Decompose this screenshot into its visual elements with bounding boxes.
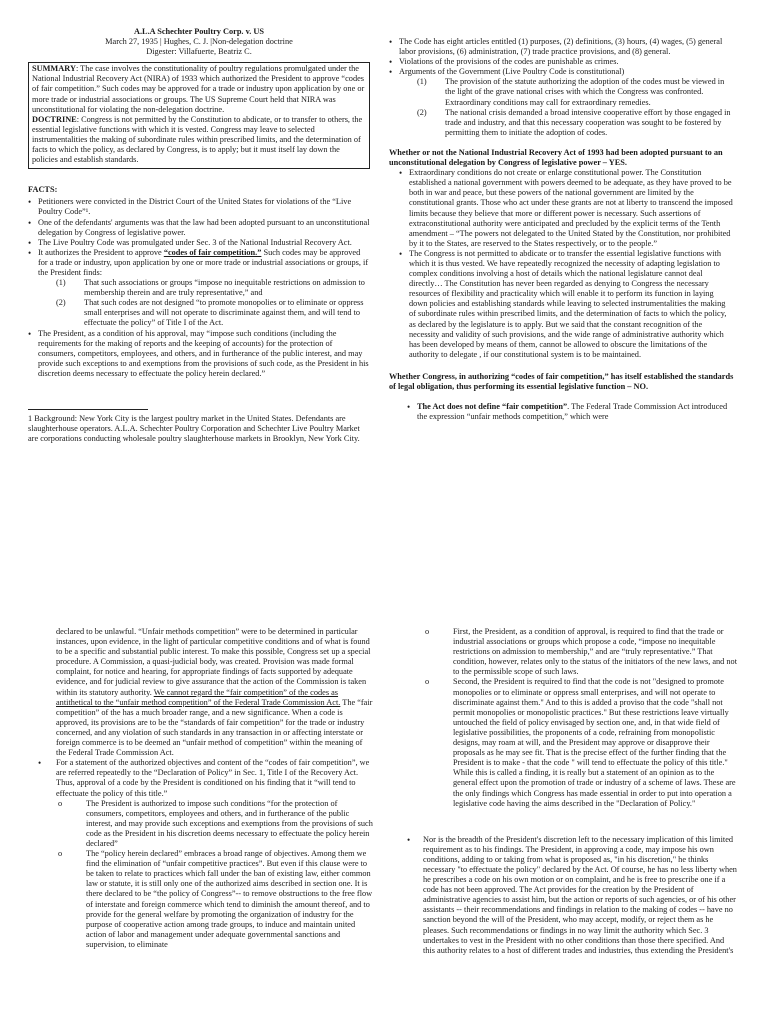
list-item: • The Congress is not permitted to abdicate or to transfer the essential legislative functions with which it is thus vested. We have repeatedly recognized the necessity of adapting legislation to complex conditions involving a host of details which the national legislature cannot deal directly… The Constitution has never been regarded as denying to Congress the necessary resources of flexibility and practicality which will enable it to perform its function in laying down policies and establishing standards while leaving to selected instrumentalities the making of subordinate rules within prescribed limits, and the determination of facts to which the policy, as declared by the legislature is to apply. But we said that the constant recognition of the necessity and validity of such provisions, and the wide range of administrative authority which has been developed by means of them, cannot be allowed to obscure the limitations of the authority to delegate , if our constitutional system is to be maintained. bbox=[399, 249, 734, 360]
policy-list bbox=[28, 758, 373, 950]
footnote-mark: 1 bbox=[28, 414, 33, 423]
discretion-list bbox=[407, 835, 737, 956]
list-item: • Nor is the breadth of the President's discretion left to the necessary implication of this limited requirement as to his findings. The President, in approving a code, may impose his own conditions, adding to or taking from what is proposed as, "in his discretion," he thinks necessary "to effectuate the policy" declared by the Act. Of course, he has no less liberty when he prescribes a code on his own motion or on complaint, and he is free to prescribe one if a code has not been approved. The Act provides for the creation by the President of administrative agencies to assist him, but the action or reports of such agencies, or of his other assistants -- their recommendations and findings in relation to the making of codes -- have no sanction beyond the will of the President, who may accept, modify, or reject them as he pleases. Such recommendations or findings in no way limit the authority which Sec. 3 undertakes to vest in the President with no other conditions than those there specified. And this authority relates to a host of different trades and industries, thus extending the President's bbox=[407, 835, 737, 956]
case-title: A.L.A Schechter Poultry Corp. v. US bbox=[133, 27, 265, 36]
facts-list bbox=[28, 197, 370, 379]
list-item: (1) The provision of the statute authorizing the adoption of the codes must be viewed in the light of the grave national crises with which the Congress was confronted. Extraordinary conditions may call for extraordinary remedies. bbox=[417, 77, 734, 107]
list-item: • The Live Poultry Code was promulgated under Sec. 3 of the National Industrial Recovery Act. bbox=[28, 238, 370, 248]
doctrine-text: : Congress is not permitted by the Constitution to abdicate, or to transfer to others, the essential legislative functions with which it is vested. Congress may leave to selected instrumentalities the making of subordinate rules within prescribed limits, and the determination of facts to which the policy, as declared by Congress, is to apply; but it must itself lay down the policies and establish standards. bbox=[32, 114, 363, 165]
list-item: o Second, the President is required to find that the code is not "designed to promote monopolies or to eliminate or oppress small enterprises, and will not operate to discriminate against them." And to this is added a proviso that the code "shall not permit monopolies or monopolistic practices." But these restrictions leave virtually untouched the field of policy envisaged by section one, and, in that wide field of legislative possibilities, the proponents of a code, refraining from monopolistic designs, may roam at will, and the President may approve or disapprove their proposals as he may see fit. That is the precise effect of the further finding that the President is to make - that the code " will tend to effectuate the policy of this title." While this is called a finding, it is really but a statement of an opinion as to the general effect upon the promotion of trade or industry of a scheme of laws. These are the only findings which Congress has made essential in order to put into operation a legislative code having the aims described in the "Declaration of Policy." bbox=[425, 677, 737, 808]
facts-heading: FACTS: bbox=[28, 185, 58, 195]
policy-sublist bbox=[56, 799, 373, 950]
list-item: • The President, as a condition of his approval, may “impose such conditions (including the requirements for the making of reports and the keeping of accounts) for the protection of consumers, competitors, employees, and others, and in furtherance of the public interest, and may provide such exceptions to and exemptions from the provisions of such code, as the President in his discretion deems necessary to effectuate the policy herein declared.” bbox=[28, 329, 370, 379]
footnote-divider bbox=[28, 409, 148, 410]
case-meta: March 27, 1935 | Hughes, C. J. |Non-delegation doctrine bbox=[105, 37, 293, 47]
issue-1-heading: Whether or not the National Industrial Recovery Act of 1993 had been adopted pursuant to an unconstitutional delegation by Congress of legislative power – YES. bbox=[389, 147, 723, 168]
issue-1-list bbox=[389, 168, 734, 360]
summary-box bbox=[28, 62, 370, 169]
summary-text: : The case involves the constitutionality of poultry regulations promulgated under the National Industrial Recovery Act (NIRA) of 1933 which authorized the President to approve “codes of fair competition.” Such codes may be approved for a trade or industry upon application by one or more trade or industrial associations or groups. The US Supreme Court held that NIRA was unconstitutional for violating the non-delegation doctrine. bbox=[32, 64, 365, 114]
list-item: o The President is authorized to impose such conditions “for the protection of consumers, competitors, employees and others, and in furtherance of the public interest, and may provide such exceptions and exemptions from the provisions of such code as the President in his discretion deems necessary to effectuate the policy herein declared” bbox=[58, 799, 373, 849]
list-item: (2) That such codes are not designed “to promote monopolies or to eliminate or oppress small enterprises and will not operate to discriminate against them, and will tend to effectuate the policy” of Title I of the Act. bbox=[56, 298, 370, 328]
issue-2-heading: Whether Congress, in authorizing “codes of fair competition,” has itself established the standards of legal obligation, thus performing its essential legislative function – NO. bbox=[389, 371, 734, 391]
list-item: • The Act does not define “fair competition”. The Federal Trade Commission Act introduced the expression “unfair methods competition,” which were bbox=[407, 402, 734, 422]
list-item: (2) The national crisis demanded a broad intensive cooperative effort by those engaged in trade and industry, and that this necessary cooperation was sought to be fostered by permitting them to initiate the adoption of codes. bbox=[417, 108, 734, 138]
list-item: • For a statement of the authorized objectives and content of the “codes of fair competition”, we are referred repeatedly to the “Declaration of Policy” in Sec. 1, Title I of the Recovery Act. Thus, approval of a code by the President is conditioned on his finding that it “will tend to effectuate the policy of this title.” o The President is authorized to impose such conditions “for the protection of consumers, competitors, employees and others, and in furtherance of the public interest, and may provide such exceptions and exemptions from the provisions of such code as the President in his discretion deems necessary to effectuate the policy herein declared” o The “policy herein declared” embraces a broad range of objectives. Among them we find the elimination of “unfair competitive practices”. But even if this clause were to be taken to relate to practices which fall under the ban of existing law, either common law or statute, it is still only one of the authorized aims described in section one. It is there declared to be “the policy of Congress”-- to remove obstructions to the free flow of interstate and foreign commerce which tend to diminish the amount thereof, and to provide for the general welfare by promoting the organization of industry for the purpose of cooperative action among trade groups, to induce and maintain united action of labor and management under adequate governmental sanctions and supervision, to eliminate bbox=[38, 758, 373, 950]
list-item: • Arguments of the Government (Live Poultry Code is constitutional) (1) The provision of the statute authorizing the adoption of the codes must be viewed in the light of the grave national crises with which the Congress was confronted. Extraordinary conditions may call for extraordinary remedies. (2) The national crisis demanded a broad intensive cooperative effort by those engaged in trade and industry, and that this necessary cooperation was sought to be fostered by permitting them to initiate the adoption of codes. bbox=[389, 67, 734, 138]
list-item: • One of the defendants' arguments was that the law had been adopted pursuant to an unconstitutional delegation by Congress of legislative power. bbox=[28, 218, 370, 238]
doctrine-paragraph bbox=[32, 115, 366, 165]
list-item: (1) That such associations or groups “impose no inequitable restrictions on admission to membership therein and are truly representative,” and bbox=[56, 278, 370, 298]
footnote bbox=[28, 414, 370, 444]
list-item: • Extraordinary conditions do not create or enlarge constitutional power. The Constitution established a national government with powers deemed to be adequate, as they have proved to be both in war and peace, but these powers of the national government are limited by the constitutional grants. Those who act under these grants are not at liberty to transcend the imposed limits because they believe that more or different power is necessary. Such assertions of extraconstitutional authority were anticipated and precluded by the explicit terms of the Tenth amendment – “The powers not delegated to the United Stated by the Constitution, nor prohibited by it to the States, are reserved to the States respectively, or to the people.” bbox=[399, 168, 734, 249]
doctrine-label: DOCTRINE bbox=[32, 114, 77, 124]
bottom-right-column bbox=[407, 627, 737, 956]
findings-discussion-list bbox=[407, 627, 737, 809]
codes-of-fair-competition-term: “codes of fair competition.” bbox=[163, 247, 262, 257]
list-item: o First, the President, as a condition of approval, is required to find that the trade or industrial associations or groups which propose a code, “impose no inequitable restrictions on admission to membership,” and are “truly representative.” That condition, however, relates only to the status of the initiators of the new laws, and not to the permissible scope of such laws. bbox=[425, 627, 737, 677]
list-item: • Petitioners were convicted in the District Court of the United States for violations of the “Live Poultry Code”¹. bbox=[28, 197, 370, 217]
antithetical-statement: We cannot regard the “fair competition” of the codes as antithetical to the “unfair method competition” of the Federal Trade Commission Act. bbox=[56, 687, 341, 707]
list-item: • The Code has eight articles entitled (1) purposes, (2) definitions, (3) hours, (4) wages, (5) general labor provisions, (6) administration, (7) trade practice provisions, and (8) general. bbox=[389, 37, 734, 57]
case-header bbox=[28, 27, 370, 57]
list-item: • It authorizes the President to approve “codes of fair competition.” Such codes may be approved for a trade or industry, upon application by one or more trade or industrial associations or groups, if the President finds: (1) That such associations or groups “impose no inequitable restrictions on admission to membership therein and are truly representative,” and (2) That such codes are not designed “to promote monopolies or to eliminate or oppress small enterprises and will not operate to discriminate against them, and will tend to effectuate the policy” of Title I of the Act. bbox=[28, 248, 370, 329]
issue-2-list bbox=[389, 402, 734, 422]
summary-paragraph bbox=[32, 64, 366, 114]
findings-sublist bbox=[38, 278, 370, 328]
bottom-left-column bbox=[28, 627, 373, 950]
summary-label: SUMMARY bbox=[32, 64, 76, 74]
footnote-text: Background: New York City is the largest poultry market in the United States. Defendants are slaughterhouse operators. A.L.A. Schechter Poultry Corporation and Schechter Live Poultry Market are corporations conducting wholesale poultry slaughterhouse markets in Brooklyn, New York City. bbox=[28, 414, 360, 444]
code-list bbox=[389, 37, 734, 138]
digester: Digester: Villafuerte, Beatriz C. bbox=[146, 47, 252, 57]
fair-competition-statement: The Act does not define “fair competition” bbox=[417, 402, 568, 412]
continued-paragraph: declared to be unlawful. “Unfair methods competition” were to be determined in particular instances, upon evidence, in the light of particular competitive conditions and of what is found to be a specific and substantial public interest. To make this possible, Congress set up a special procedure. A Commission, a quasi-judicial body, was created. Provision was made formal complaint, for notice and hearing, for appropriate findings of facts supported by adequate evidence, and for judicial review to give assurance that the action of the Commission is taken within its statutory authority. We cannot regard the “fair competition” of the codes as antithetical to the “unfair method competition” of the Federal Trade Commission Act. The “fair competition” of the has a much broader range, and a new significance. When a code is approved, its provisions are to be the “standards of fair competition” for the trade or industry concerned, and any violation of such standards in any transaction in or affecting interstate or foreign commerce is to be deemed an “unfair method of competition” within the meaning of the Federal Trade Commission Act. bbox=[56, 627, 373, 758]
list-item: o The “policy herein declared” embraces a broad range of objectives. Among them we find the elimination of “unfair competitive practices”. But even if this clause were to be taken to relate to practices which fall under the ban of existing law, either common law or statute, it is still only one of the authorized aims described in section one. It is there declared to be “the policy of Congress”-- to remove obstructions to the free flow of interstate and foreign commerce which tend to diminish the amount thereof, and to provide for the general welfare by promoting the organization of industry for the purpose of cooperative action among trade groups, to induce and maintain united action of labor and management under adequate governmental sanctions and supervision, to eliminate bbox=[58, 849, 373, 950]
list-item: • Violations of the provisions of the codes are punishable as crimes. bbox=[389, 57, 734, 67]
top-left-column bbox=[28, 27, 370, 444]
government-arguments-sublist bbox=[399, 77, 734, 138]
top-right-column bbox=[389, 37, 734, 422]
